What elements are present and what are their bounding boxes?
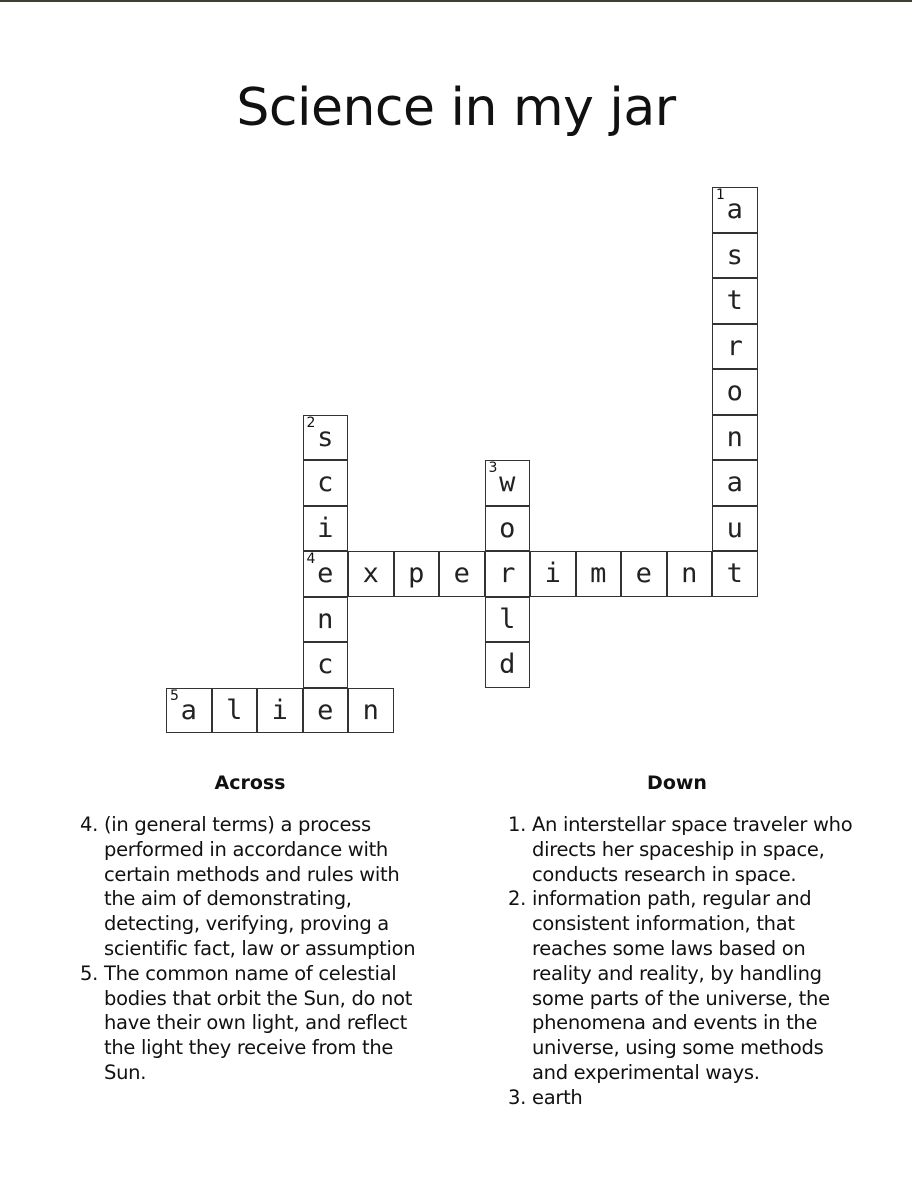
grid-cell[interactable] [303,415,349,461]
cell-letter: i [544,558,561,590]
grid-cell[interactable] [667,551,713,597]
cell-letter: l [499,603,516,635]
grid-cell[interactable] [712,187,758,233]
across-clue: 5. The common name of celestial bodies that orbit the Sun, do not have their own light, and reflect the light they receive from the Sun. [80,961,413,1084]
grid-cell[interactable] [485,642,531,688]
clue-number: 1 [716,187,725,203]
cell-letter: c [317,649,334,681]
grid-cell[interactable] [485,506,531,552]
cell-letter: e [317,558,334,590]
cell-letter: o [726,376,743,408]
cell-letter: p [408,558,425,590]
cell-letter: t [726,558,743,590]
grid-cell[interactable] [485,460,531,506]
cell-letter: r [499,558,516,590]
grid-cell[interactable] [712,278,758,324]
grid-cell[interactable] [485,551,531,597]
grid-cell[interactable] [303,597,349,643]
down-heading: Down [647,772,707,794]
grid-cell[interactable] [394,551,440,597]
cell-letter: a [726,467,743,499]
grid-cell[interactable] [348,551,394,597]
cell-letter: l [226,694,243,726]
grid-cell[interactable] [257,688,303,734]
cell-letter: a [180,694,197,726]
down-clue: 3. earth [508,1085,583,1109]
cell-letter: r [726,330,743,362]
clue-number: 3 [488,460,498,476]
cell-letter: s [726,239,743,271]
grid-cell[interactable] [303,460,349,506]
cell-letter: n [681,558,698,590]
grid-cell[interactable] [576,551,622,597]
down-clue: 2. information path, regular and consistent information, that reaches some laws based on reality and reality, by handling some parts of the universe, the phenomena and events in the universe, using some methods and experimental ways. [508,887,830,1084]
cell-letter: i [271,694,288,726]
grid-cell[interactable] [530,551,576,597]
clue-number: 2 [306,414,316,431]
cell-letter: e [635,558,652,590]
cell-letter: n [362,694,379,726]
grid-cell[interactable] [439,551,485,597]
cell-letter: u [726,512,743,544]
grid-cell[interactable] [712,460,758,506]
cell-letter: x [362,558,379,590]
grid-cell[interactable] [712,233,758,279]
grid-cell[interactable] [712,415,758,461]
grid-cell[interactable] [212,688,258,734]
cell-letter: e [317,694,334,726]
cell-letter: a [726,194,743,226]
cell-letter: t [726,285,743,317]
down-clue: 1. An interstellar space traveler who directs her spaceship in space, conducts research in space. [508,813,853,886]
grid-cell[interactable] [712,369,758,415]
grid-cell[interactable] [621,551,667,597]
cell-letter: n [317,603,334,635]
cell-letter: w [499,467,516,499]
grid-cell[interactable] [712,506,758,552]
cell-letter: i [317,512,334,544]
across-clue-list [80,813,430,1086]
grid-cell[interactable] [485,597,531,643]
cell-letter: n [726,421,743,453]
grid-cell[interactable] [303,506,349,552]
cell-letter: m [590,558,607,590]
grid-cell[interactable] [303,642,349,688]
top-border [0,0,912,2]
clue-number: 5 [170,687,179,704]
page-title: Science in my jar [236,78,676,138]
grid-cell[interactable] [348,688,394,734]
grid-cell[interactable] [166,688,212,734]
across-clue: 4. (in general terms) a process performed in accordance with certain methods and rules with the aim of demonstrating, detecting, verifying, proving a scientific fact, law or assumption [80,813,416,960]
down-clue-list [508,813,860,1111]
cell-letter: d [499,649,516,681]
cell-letter: o [499,512,516,544]
grid-cell[interactable] [712,324,758,370]
clue-number: 4 [306,551,316,567]
across-heading: Across [214,772,286,794]
grid-cell[interactable] [303,551,349,597]
grid-cell[interactable] [303,688,349,734]
cell-letter: c [317,467,334,499]
cell-letter: s [317,421,334,453]
cell-letter: e [453,558,470,590]
grid-cell[interactable] [712,551,758,597]
